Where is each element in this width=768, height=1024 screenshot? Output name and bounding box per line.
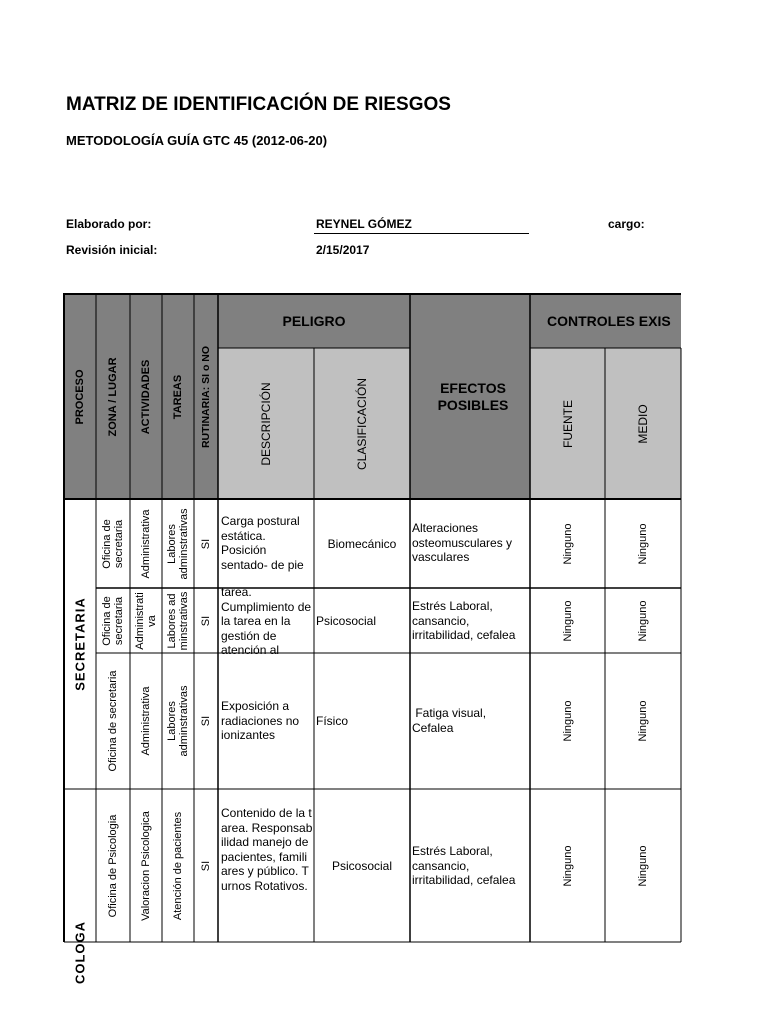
row3-medio: Ninguno (637, 700, 649, 742)
header-zona: ZONA / LUGAR (107, 356, 119, 437)
row4-medio: Ninguno (637, 845, 649, 886)
row4-tarea: Atención de pacientes (172, 811, 184, 920)
revision-value: 2/15/2017 (316, 243, 370, 257)
header-fuente: FUENTE (560, 399, 575, 448)
process-secretaria: SECRETARIA (72, 597, 88, 691)
row3-tarea: Labores adminstrativas (166, 685, 190, 757)
row4-efectos: Estrés Laboral, cansancio, irritabilidad, cefalea (412, 844, 516, 887)
row3-efectos: Fatiga visual, Cefalea (412, 706, 490, 735)
page-subtitle: METODOLOGÍA GUÍA GTC 45 (2012-06-20) (66, 133, 328, 148)
header-proceso: PROCESO (74, 368, 86, 425)
row3-actividad: Administrativa (140, 686, 152, 756)
author-value: REYNEL GÓMEZ (316, 217, 412, 231)
row2-actividad: Administrativa (134, 591, 158, 650)
row2-tarea: Labores adminstrativas (166, 591, 190, 650)
page-title: MATRIZ DE IDENTIFICACIÓN DE RIESGOS (66, 94, 451, 115)
row4-clasificacion: Psicosocial (331, 858, 393, 873)
row3-clasificacion: Físico (316, 714, 349, 728)
row2-medio: Ninguno (637, 600, 649, 641)
row3-zona: Oficina de secretaria (107, 670, 119, 772)
header-rutinaria: RUTINARIA: SI o NO (200, 345, 212, 448)
row1-clasificacion: Biomecánico (327, 536, 397, 551)
row2-rutinaria: SI (200, 615, 212, 626)
header-actividades: ACTIVIDADES (140, 359, 152, 434)
row2-zona: Oficina de secretaria (101, 595, 125, 646)
row2-descripcion: tarea. Cumplimiento de la tarea en la gestión de atención al (221, 585, 312, 657)
row3-fuente: Ninguno (561, 700, 574, 742)
row4-fuente: Ninguno (561, 845, 574, 886)
row1-medio: Ninguno (637, 523, 649, 564)
row2-fuente: Ninguno (561, 600, 574, 641)
row3-rutinaria: SI (200, 715, 212, 727)
row2-clasificacion: Psicosocial (316, 614, 377, 628)
row1-zona: Oficina de secretaria (101, 518, 125, 569)
row4-rutinaria: SI (200, 860, 212, 871)
header-tareas: TAREAS (172, 374, 184, 419)
header-clasificacion: CLASIFICACIÓN (355, 377, 369, 470)
row1-rutinaria: SI (200, 538, 212, 549)
header-medio: MEDIO (636, 403, 650, 444)
revision-label: Revisión inicial: (66, 243, 158, 257)
header-efectos: EFECTOS POSIBLES (437, 379, 509, 413)
row4-descripcion: Contenido de la tarea. Responsabilidad manejo de pacientes, familiares y público. Turnos Rotativos. (221, 806, 313, 893)
row1-tarea: Labores adminstrativas (166, 508, 190, 579)
row1-fuente: Ninguno (561, 523, 574, 564)
row3-descripcion: Exposición a radiaciones no ionizantes (221, 699, 300, 742)
role-label: cargo: (608, 217, 645, 231)
row4-zona: Oficina de Psicologia (107, 814, 119, 917)
header-descripcion: DESCRIPCIÓN (259, 381, 273, 466)
process-psicologa: COLOGA (72, 920, 88, 985)
row1-descripcion: Carga postural estática. Posición sentado- de pie (221, 514, 304, 572)
author-label: Elaborado por: (66, 217, 152, 231)
header-controles: CONTROLES EXIS (547, 313, 671, 329)
row2-efectos: Estrés Laboral, cansancio, irritabilidad, cefalea (412, 599, 516, 642)
row4-actividad: Valoracion Psicologica (140, 810, 152, 921)
header-peligro: PELIGRO (282, 313, 346, 329)
row1-actividad: Administrativa (140, 508, 152, 579)
row1-efectos: Alteraciones osteomusculares y vasculares (412, 521, 513, 564)
